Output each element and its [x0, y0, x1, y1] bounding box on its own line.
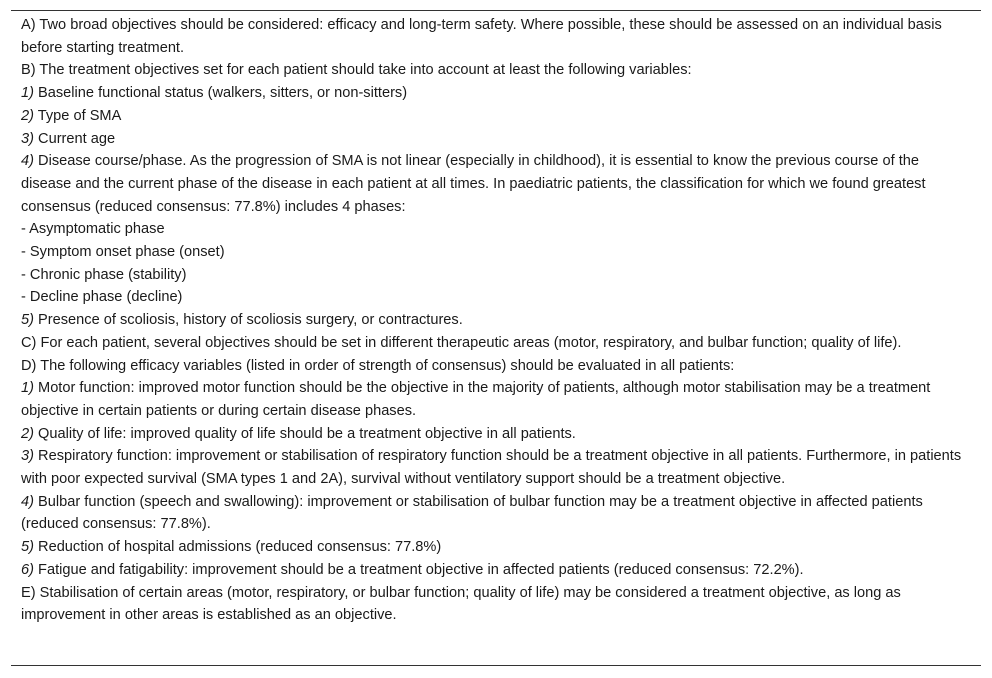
paragraph-c: C) For each patient, several objectives should be set in different therapeutic areas (motor, respiratory, and bulbar function; quality of life).: [21, 334, 902, 351]
recommendations-table: [11, 10, 981, 666]
item-number: 3): [21, 448, 34, 465]
item-number: 6): [21, 561, 34, 578]
item-number: 2): [21, 107, 34, 124]
paragraph-b: B) The treatment objectives set for each patient should take into account at least the following variables:: [21, 62, 692, 79]
list-item: 5) Presence of scoliosis, history of scoliosis surgery, or contractures.: [21, 312, 463, 329]
list-item: 1) Baseline functional status (walkers, sitters, or non-sitters): [21, 85, 408, 102]
list-item: 3) Respiratory function: improvement or stabilisation of respiratory function should be a treatment objective in all patients. Furthermore, in patients with poor expected survival (SMA types 1 and 2A), survival without ventilatory support should be a treatment objective.: [21, 448, 962, 488]
list-item: 6) Fatigue and fatigability: improvement should be a treatment objective in affected patients (reduced consensus: 72.2%).: [21, 561, 804, 578]
item-number: 4): [21, 153, 34, 170]
list-item: 3) Current age: [21, 130, 116, 147]
paragraph-e: E) Stabilisation of certain areas (motor, respiratory, or bulbar function; quality of life) may be considered a treatment objective, as long as improvement in other areas is established as an objective.: [21, 584, 901, 624]
list-item: 4) Bulbar function (speech and swallowing): improvement or stabilisation of bulbar function may be a treatment objective in affected patients (reduced consensus: 77.8%).: [21, 493, 923, 533]
list-item: 2) Type of SMA: [21, 107, 122, 124]
list-item: 2) Quality of life: improved quality of life should be a treatment objective in all patients.: [21, 425, 576, 442]
phase-item: - Asymptomatic phase: [21, 221, 165, 238]
list-item: 1) Motor function: improved motor function should be the objective in the majority of patients, although motor stabilisation may be a treatment objective in certain patients or during certain disease phases.: [21, 380, 931, 419]
item-number: 4): [21, 493, 34, 510]
phase-item: - Chronic phase (stability): [21, 266, 187, 283]
list-item: 5) Reduction of hospital admissions (reduced consensus: 77.8%): [21, 539, 442, 556]
table-cell: [11, 11, 981, 627]
item-number: 5): [21, 312, 34, 329]
item-number: 2): [21, 425, 34, 442]
phase-item: - Decline phase (decline): [21, 289, 183, 306]
item-number: 1): [21, 380, 34, 397]
phase-item: - Symptom onset phase (onset): [21, 244, 225, 261]
item-number: 3): [21, 130, 34, 147]
list-item: 4) Disease course/phase. As the progression of SMA is not linear (especially in childhood), it is essential to know the previous course of the disease and the current phase of the disease in each patient at all times. In paediatric patients, the classification for which we found greatest consensus (reduced consensus: 77.8%) includes 4 phases:: [21, 153, 926, 215]
paragraph-a: A) Two broad objectives should be considered: efficacy and long-term safety. Where possible, these should be assessed on an individual basis before starting treatment.: [21, 17, 942, 56]
item-number: 5): [21, 539, 34, 556]
item-number: 1): [21, 85, 34, 102]
paragraph-d: D) The following efficacy variables (listed in order of strength of consensus) should be evaluated in all patients:: [21, 357, 735, 374]
